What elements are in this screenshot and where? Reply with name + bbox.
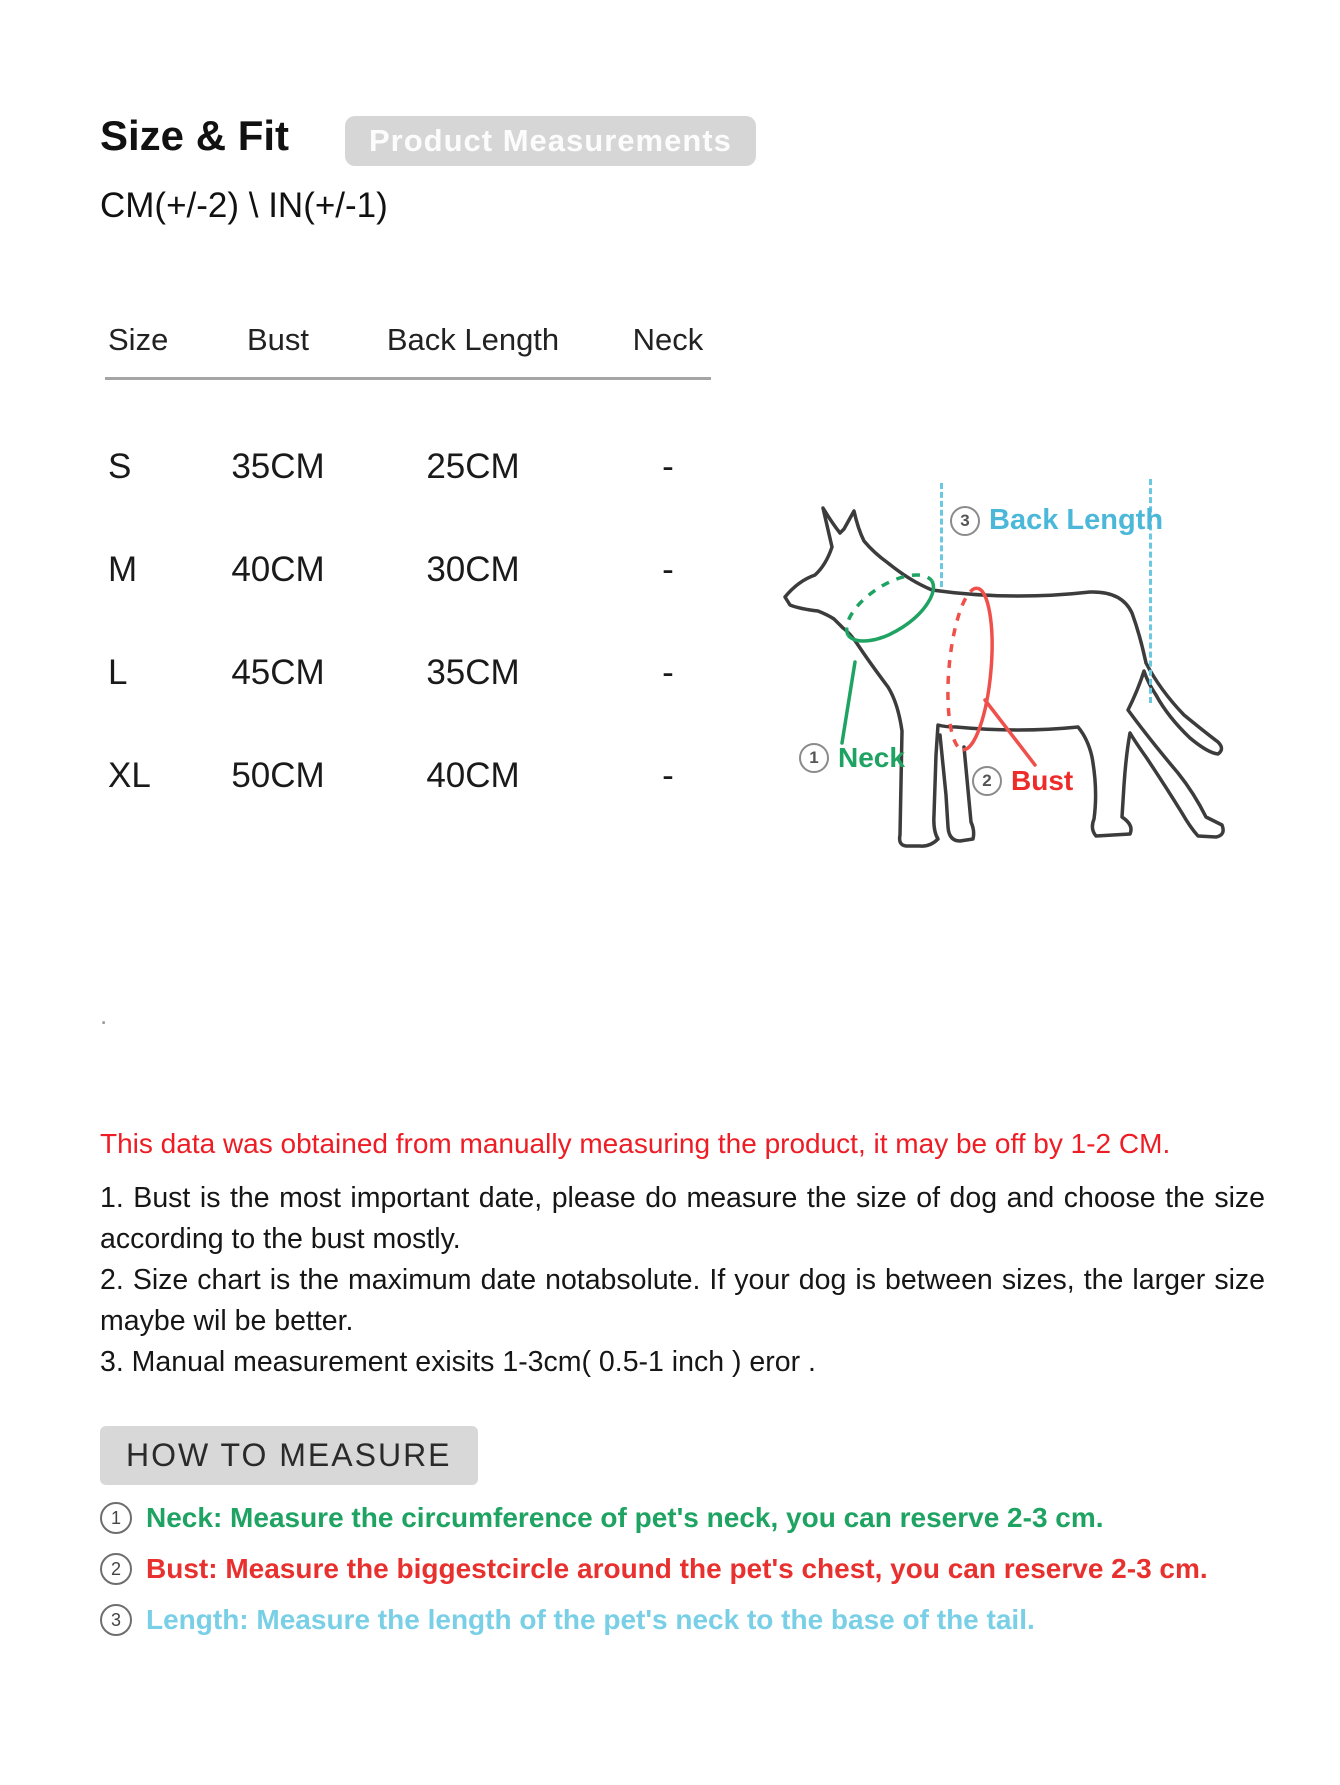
table-row (108, 724, 748, 827)
col-header-neck: Neck (632, 322, 704, 357)
measure-step-text: Neck: Measure the circumference of pet's neck, you can reserve 2-3 cm. (146, 1502, 1104, 1533)
cell-back-length: 30CM (426, 549, 520, 589)
note-3: 3. Manual measurement exisits 1-3cm( 0.5-1 inch ) eror . (100, 1346, 816, 1378)
sizing-notes (100, 1178, 1265, 1383)
cell-neck: - (662, 652, 674, 692)
page-title: Size & Fit (100, 112, 290, 159)
cell-bust: 35CM (231, 446, 325, 486)
table-header-rule (105, 377, 711, 380)
note-2: 2. Size chart is the maximum date notabsolute. If your dog is between sizes, the larger size maybe wil be better. (100, 1264, 1265, 1337)
size-table-body (108, 415, 748, 827)
measure-step-length (100, 1604, 1208, 1636)
note-1: 1. Bust is the most important date, please do measure the size of dog and choose the size according to the bust mostly. (100, 1182, 1265, 1255)
circled-number-1-icon: 1 (100, 1502, 132, 1534)
bust-label (972, 765, 1073, 797)
circled-number-2-icon: 2 (100, 1553, 132, 1585)
col-header-size: Size (108, 322, 169, 357)
circled-number-2-icon: 2 (972, 766, 1002, 796)
col-header-back-length: Back Length (386, 322, 560, 357)
neck-label (799, 742, 905, 774)
measure-step-text: Bust: Measure the biggestcircle around the pet's chest, you can reserve 2-3 cm. (146, 1553, 1208, 1584)
cell-bust: 45CM (231, 652, 325, 692)
cell-bust: 40CM (231, 549, 325, 589)
cell-bust: 50CM (231, 755, 325, 795)
circled-number-3-icon: 3 (100, 1604, 132, 1636)
cell-back-length: 35CM (426, 652, 520, 692)
table-row (108, 518, 748, 621)
dog-diagram (770, 495, 1230, 855)
table-row (108, 415, 748, 518)
measure-step-neck (100, 1502, 1208, 1534)
measurement-disclaimer: This data was obtained from manually measuring the product, it may be off by 1-2 CM. (100, 1128, 1171, 1159)
how-to-measure-steps (100, 1502, 1208, 1655)
cell-size: XL (108, 755, 151, 795)
cell-size: M (108, 549, 138, 589)
back-length-dashed-line-front (940, 483, 943, 587)
cell-size: L (108, 652, 128, 692)
bust-label-text: Bust (1011, 765, 1074, 796)
back-length-label-text: Back Length (989, 504, 1164, 536)
cell-neck: - (662, 549, 674, 589)
measure-step-bust (100, 1553, 1208, 1585)
circled-number-3-icon: 3 (950, 506, 980, 536)
size-table-header (108, 322, 748, 358)
stray-dot: . (100, 1000, 108, 1030)
col-header-bust: Bust (246, 322, 310, 357)
how-to-measure-heading: HOW TO MEASURE (100, 1426, 478, 1485)
measure-step-text: Length: Measure the length of the pet's neck to the base of the tail. (146, 1604, 1035, 1635)
cell-back-length: 40CM (426, 755, 520, 795)
product-measurements-badge: Product Measurements (345, 116, 756, 166)
circled-number-1-icon: 1 (799, 743, 829, 773)
cell-back-length: 25CM (426, 446, 520, 486)
cell-neck: - (662, 446, 674, 486)
cell-size: S (108, 446, 132, 486)
table-row (108, 621, 748, 724)
cell-neck: - (662, 755, 674, 795)
back-length-label (950, 504, 1163, 537)
tolerance-note: CM(+/-2) \ IN(+/-1) (100, 186, 388, 225)
neck-label-text: Neck (838, 742, 905, 773)
